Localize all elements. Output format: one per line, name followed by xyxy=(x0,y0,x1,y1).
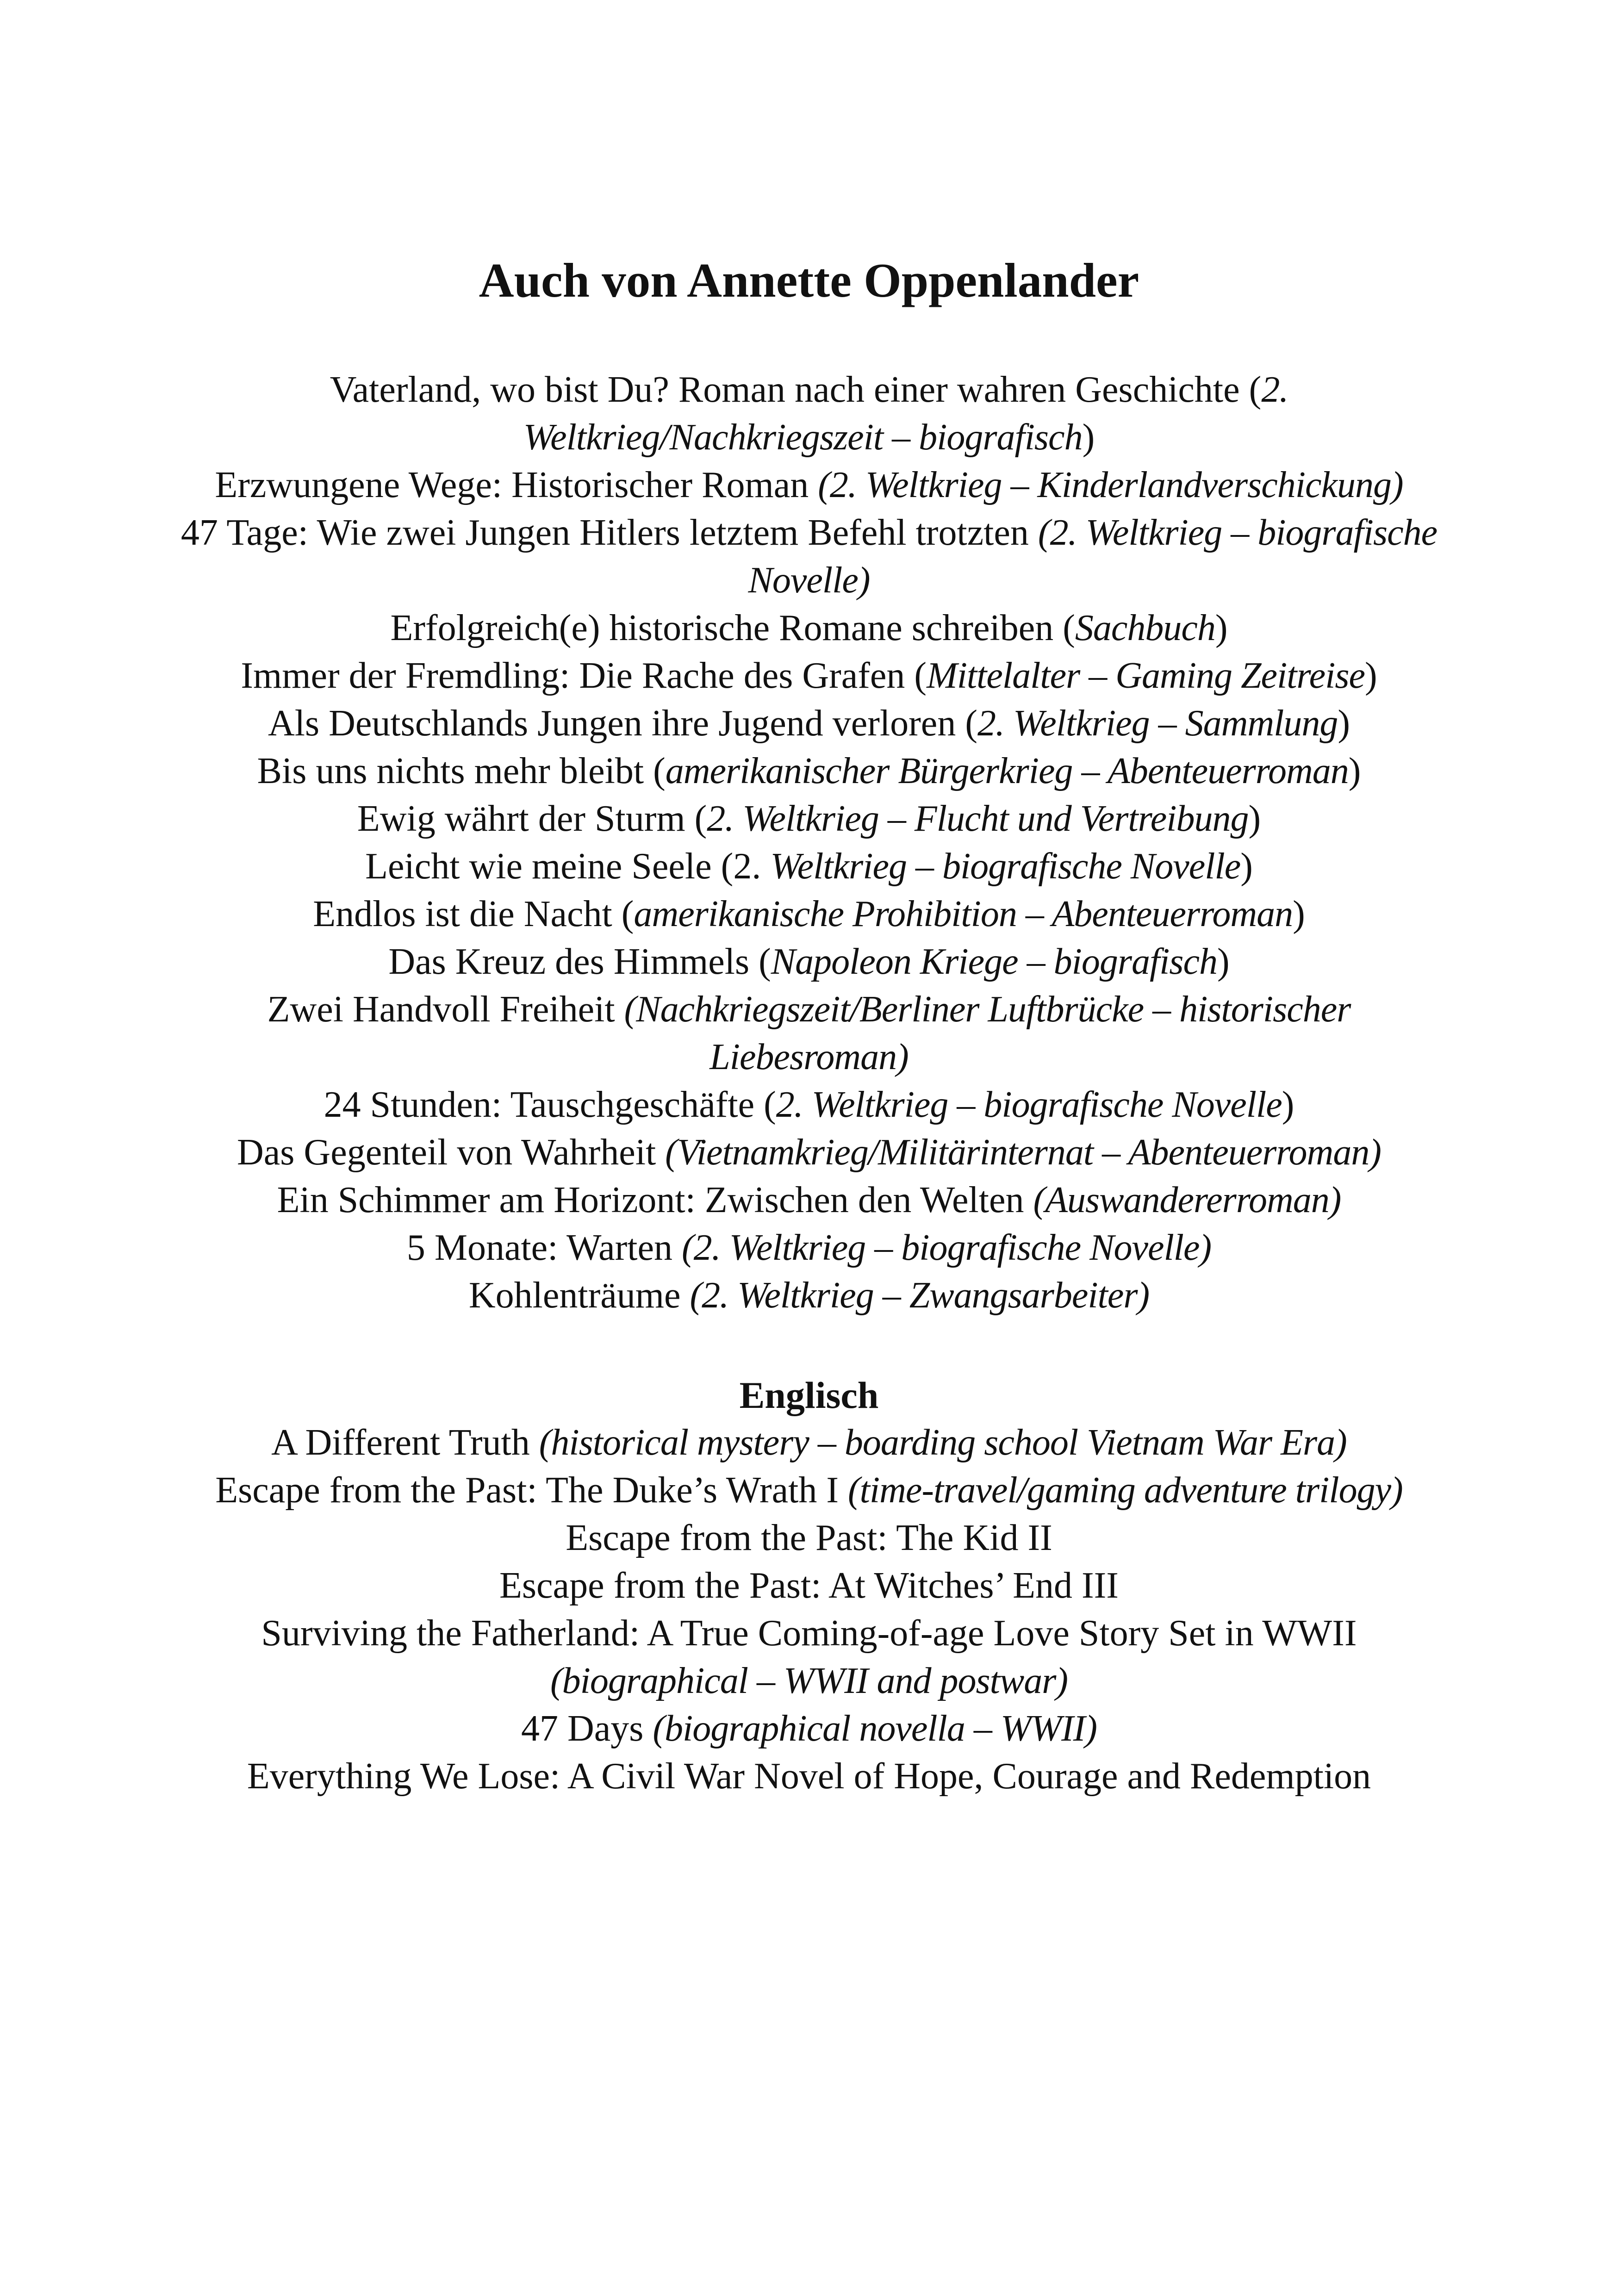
english-section-heading: Englisch xyxy=(739,1374,879,1417)
book-genre: (2. Weltkrieg – biografische Novelle) xyxy=(681,1227,1212,1269)
book-genre: (time-travel/gaming adventure trilogy) xyxy=(848,1470,1403,1511)
book-genre: (biographical novella – WWII) xyxy=(653,1708,1097,1749)
genre-open xyxy=(680,1275,690,1316)
book-genre: (Auswandererroman) xyxy=(1033,1180,1341,1221)
book-genre: 2. Weltkrieg – Flucht und Vertreibung xyxy=(707,798,1249,840)
book-item xyxy=(176,843,1442,890)
book-title: Kohlenträume xyxy=(468,1275,681,1316)
genre-open: ( xyxy=(612,894,634,935)
genre-open: (2. xyxy=(711,846,771,887)
book-item xyxy=(176,1272,1442,1319)
book-genre: amerikanische Prohibition – Abenteuerroman xyxy=(634,894,1293,935)
book-genre: amerikanischer Bürgerkrieg – Abenteuerroman xyxy=(665,751,1349,792)
book-item xyxy=(176,652,1442,700)
book-genre: (2. Weltkrieg – Kinderlandverschickung) xyxy=(818,465,1403,506)
genre-open: ( xyxy=(956,703,977,744)
book-title: Erfolgreich(e) historische Romane schreiben xyxy=(390,608,1054,649)
book-genre: (historical mystery – boarding school Vietnam War Era) xyxy=(539,1422,1347,1463)
book-genre: Weltkrieg – biografische Novelle xyxy=(770,846,1241,887)
genre-open xyxy=(672,1227,682,1268)
book-item xyxy=(176,795,1442,843)
genre-open xyxy=(809,465,818,505)
genre-close: ) xyxy=(1082,417,1095,458)
genre-close: ) xyxy=(1217,941,1230,983)
book-genre: 2. Weltkrieg – biografische Novelle xyxy=(776,1084,1282,1126)
genre-open: ( xyxy=(685,798,707,840)
book-item xyxy=(176,1419,1442,1467)
genre-close: ) xyxy=(1293,894,1305,935)
book-item xyxy=(176,366,1442,461)
genre-close: ) xyxy=(1348,751,1361,792)
book-item xyxy=(176,1514,1442,1562)
book-genre: Mittelalter – Gaming Zeitreise xyxy=(927,655,1365,697)
book-genre: (Nachkriegszeit/Berliner Luftbrücke – historischer Liebesroman) xyxy=(624,989,1351,1078)
book-item xyxy=(176,1753,1442,1800)
genre-open xyxy=(530,1422,539,1463)
genre-open: ( xyxy=(749,941,771,983)
genre-open xyxy=(615,989,624,1030)
genre-open: ( xyxy=(1239,369,1262,411)
book-title: Endlos ist die Nacht xyxy=(313,894,612,935)
book-genre: Napoleon Kriege – biografisch xyxy=(771,941,1218,983)
book-item xyxy=(176,938,1442,986)
book-title: Als Deutschlands Jungen ihre Jugend verloren xyxy=(268,703,956,744)
book-title: Ewig währt der Sturm xyxy=(357,798,685,840)
book-title: Vaterland, wo bist Du? Roman nach einer wahren Geschichte xyxy=(330,369,1240,411)
book-title: 5 Monate: Warten xyxy=(406,1227,672,1269)
book-genre: 2. Weltkrieg/Nachkriegszeit – biografisch xyxy=(523,369,1288,458)
book-genre: (Vietnamkrieg/Militärinternat – Abenteuerroman) xyxy=(665,1132,1381,1173)
book-item xyxy=(176,1562,1442,1610)
genre-open xyxy=(656,1132,665,1173)
genre-open: ( xyxy=(1053,608,1075,649)
book-item xyxy=(176,1224,1442,1272)
english-book-list xyxy=(176,1419,1442,1800)
book-title: 47 Tage: Wie zwei Jungen Hitlers letztem Befehl trotzten xyxy=(180,512,1029,554)
genre-open xyxy=(643,1708,653,1749)
book-title: A Different Truth xyxy=(271,1422,530,1463)
genre-open: ( xyxy=(644,751,666,792)
book-title: Bis uns nichts mehr bleibt xyxy=(257,751,644,792)
book-item xyxy=(176,509,1442,604)
genre-open xyxy=(839,1470,848,1511)
genre-open xyxy=(1024,1180,1033,1220)
book-item xyxy=(176,461,1442,509)
genre-close: ) xyxy=(1282,1084,1294,1126)
genre-open: ( xyxy=(905,655,927,697)
book-title: Das Gegenteil von Wahrheit xyxy=(237,1132,656,1173)
genre-close: ) xyxy=(1338,703,1350,744)
book-title: Escape from the Past: The Duke’s Wrath I xyxy=(215,1470,839,1511)
book-item xyxy=(176,986,1442,1081)
book-item xyxy=(176,604,1442,652)
book-title: Zwei Handvoll Freiheit xyxy=(267,989,615,1030)
book-title: 24 Stunden: Tauschgeschäfte xyxy=(324,1084,755,1126)
book-item xyxy=(176,1176,1442,1224)
book-title: Immer der Fremdling: Die Rache des Grafen xyxy=(241,655,905,697)
book-title: Das Kreuz des Himmels xyxy=(388,941,750,983)
book-genre: (biographical – WWII and postwar) xyxy=(550,1661,1068,1702)
book-item xyxy=(176,747,1442,795)
book-title: Surviving the Fatherland: A True Coming-of-age Love Story Set in WWII xyxy=(261,1613,1357,1654)
genre-close: ) xyxy=(1248,798,1261,840)
german-book-list xyxy=(176,366,1442,1319)
book-item xyxy=(176,890,1442,938)
genre-close: ) xyxy=(1240,846,1253,887)
book-list-section xyxy=(176,250,1442,1800)
book-title: Escape from the Past: The Kid II xyxy=(566,1518,1052,1559)
book-title: Erzwungene Wege: Historischer Roman xyxy=(215,465,809,506)
book-item xyxy=(176,700,1442,747)
book-genre: Sachbuch xyxy=(1075,608,1215,649)
page-title: Auch von Annette Oppenlander xyxy=(479,253,1139,307)
book-genre: (2. Weltkrieg – biografische Novelle) xyxy=(748,512,1438,601)
book-item xyxy=(176,1081,1442,1129)
genre-close: ) xyxy=(1215,608,1228,649)
book-title: 47 Days xyxy=(521,1708,644,1749)
genre-close: ) xyxy=(1364,655,1377,697)
book-item xyxy=(176,1610,1442,1705)
book-genre: (2. Weltkrieg – Zwangsarbeiter) xyxy=(690,1275,1150,1316)
book-title: Escape from the Past: At Witches’ End III xyxy=(499,1565,1119,1606)
book-genre: 2. Weltkrieg – Sammlung xyxy=(977,703,1338,744)
genre-open: ( xyxy=(754,1084,776,1126)
book-title: Leicht wie meine Seele xyxy=(365,846,712,887)
book-item xyxy=(176,1129,1442,1176)
genre-open xyxy=(1029,512,1038,553)
book-title: Ein Schimmer am Horizont: Zwischen den Welten xyxy=(277,1180,1024,1221)
book-item xyxy=(176,1467,1442,1514)
book-title: Everything We Lose: A Civil War Novel of Hope, Courage and Redemption xyxy=(247,1756,1371,1797)
book-item xyxy=(176,1705,1442,1753)
